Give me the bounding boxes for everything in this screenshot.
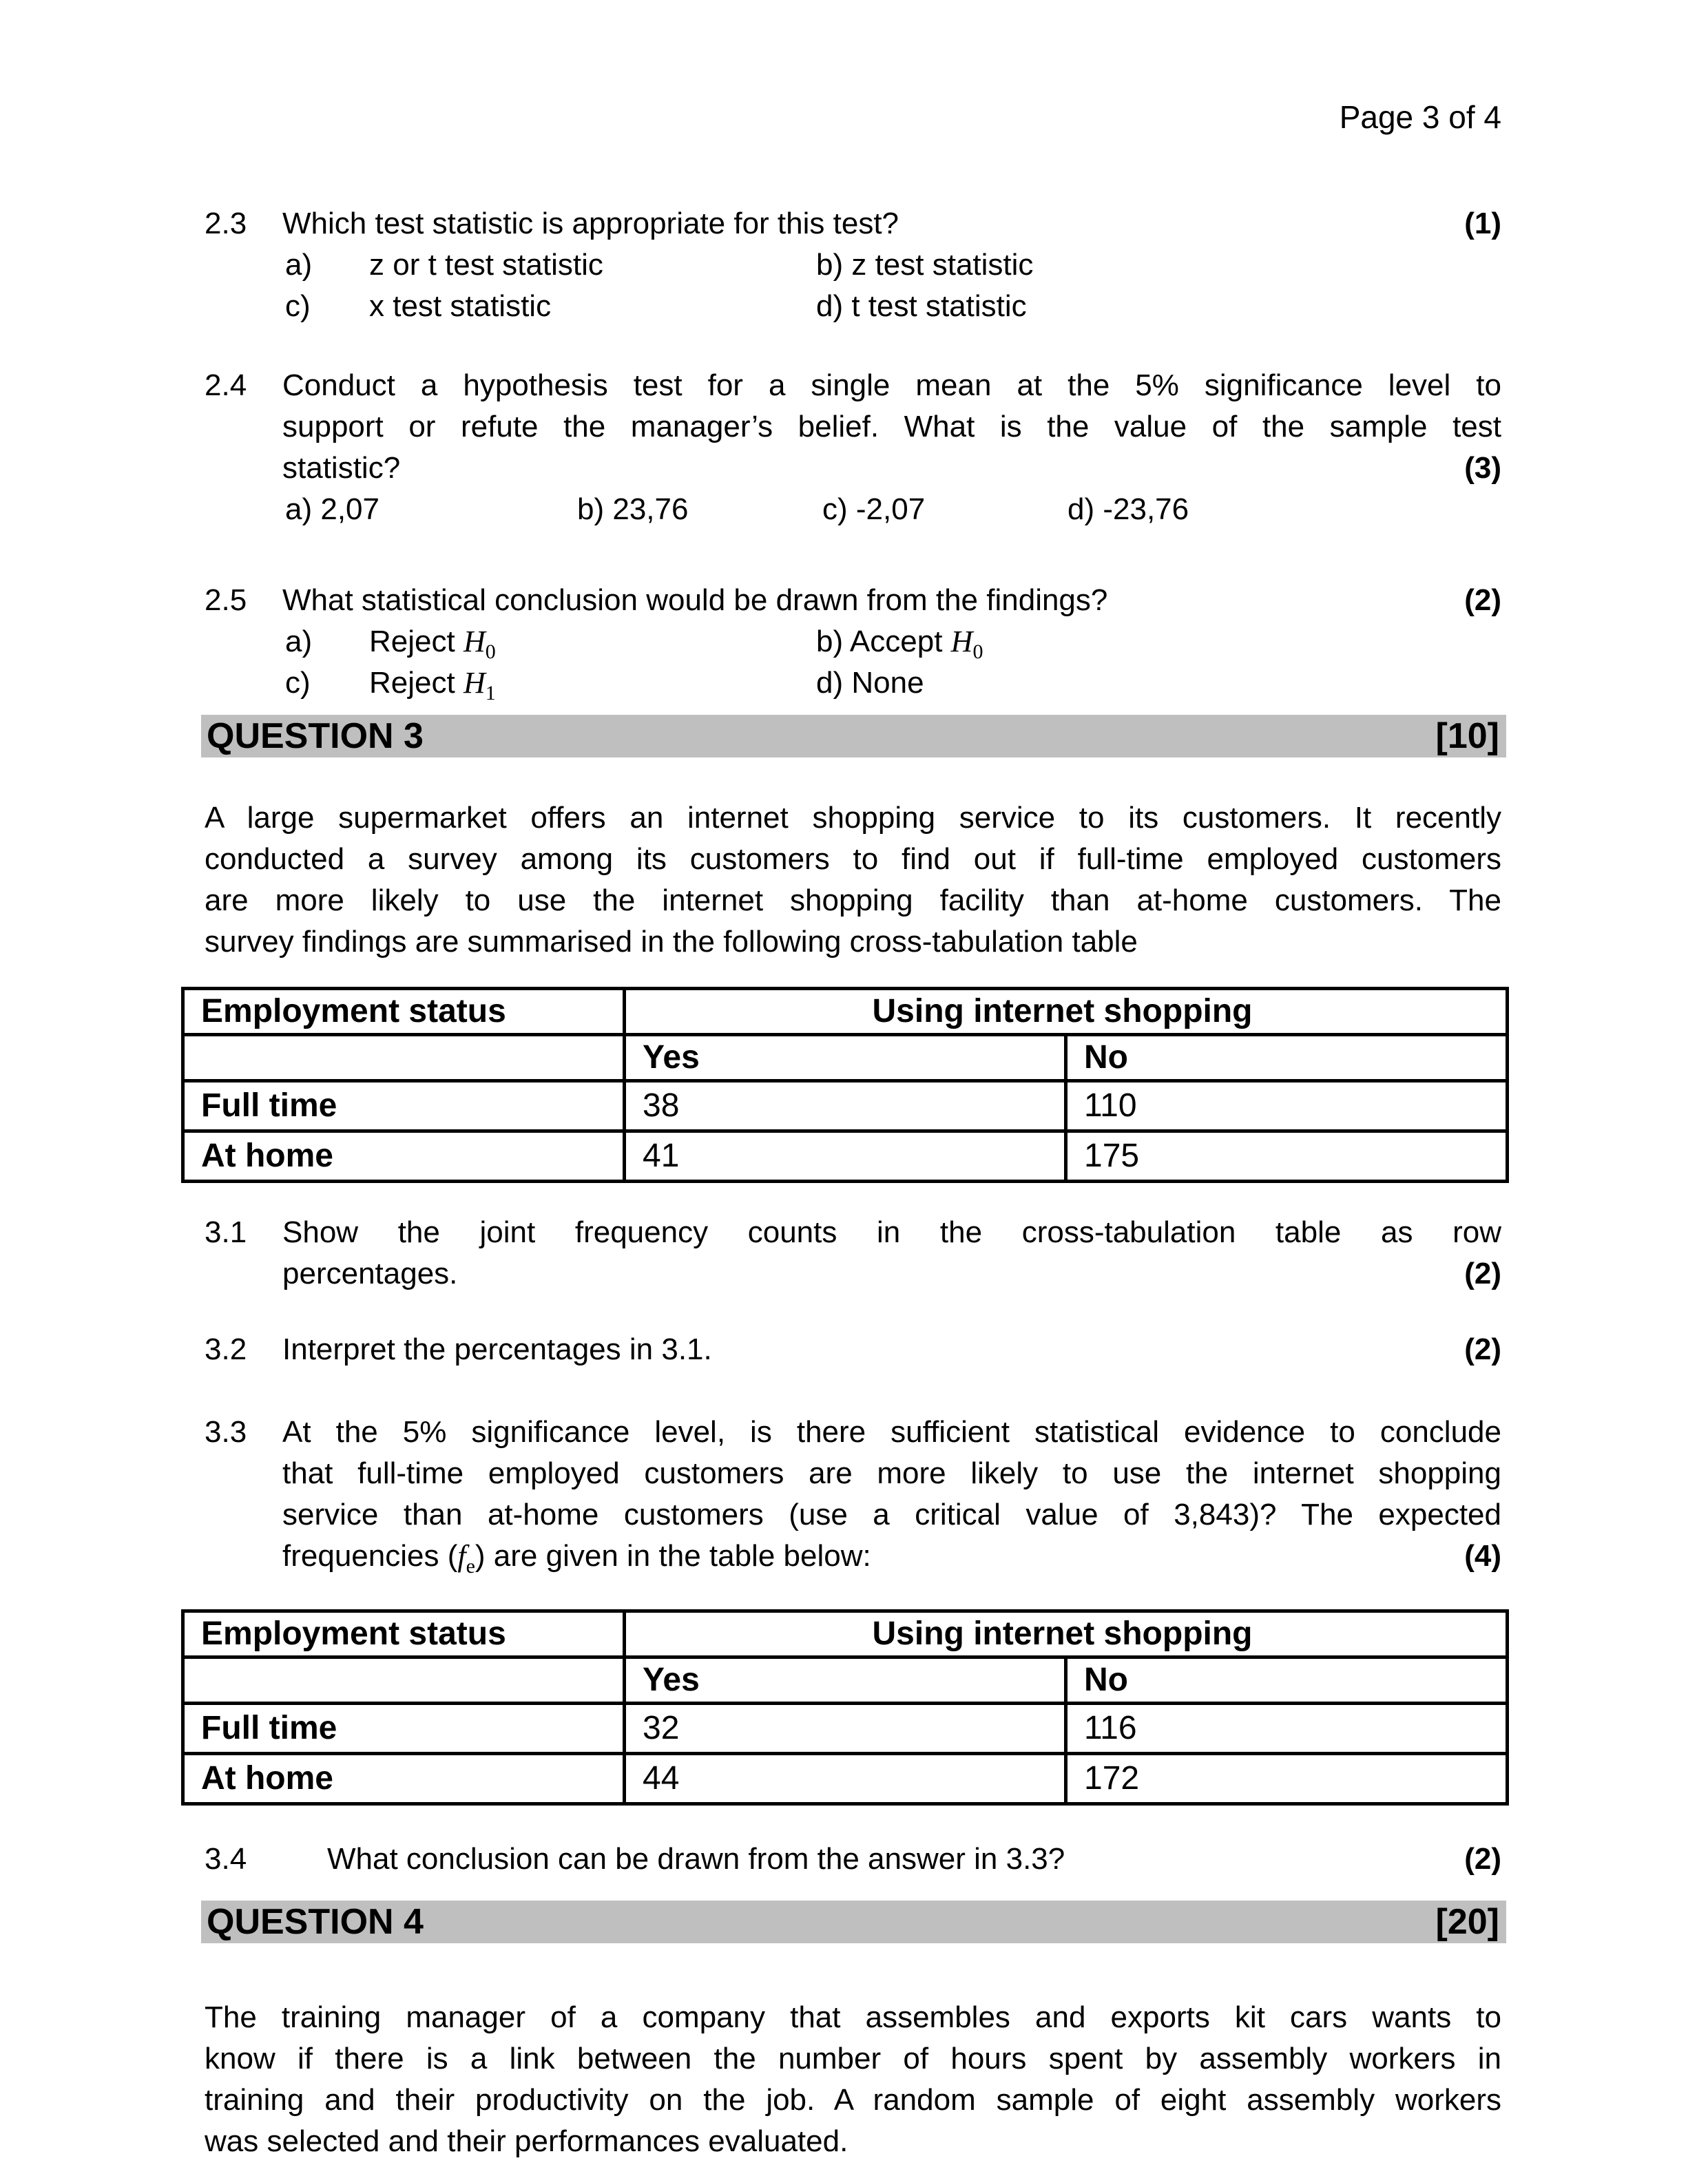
justified-lines [205, 1997, 1501, 2121]
question-text: ) are given in the table below: [475, 1539, 871, 1573]
option-a-text: Reject $H_0$ [369, 625, 496, 663]
cell-no: 110 [1066, 1081, 1508, 1131]
crosstab-expected-table [181, 1609, 1509, 1806]
question-3-title: QUESTION 3 [207, 716, 424, 756]
col-header-yes: Yes [625, 1657, 1066, 1704]
cell-yes: 38 [625, 1081, 1066, 1131]
justified-lines [282, 365, 1501, 448]
question-3-intro [205, 797, 1501, 963]
hypothesis-subscript: 1 [485, 681, 496, 704]
marks-badge: (2) [1464, 583, 1501, 617]
justified-line: Show the joint frequency counts in the cross-tabulation table as row [282, 1215, 1501, 1249]
question-text: percentages. [282, 1257, 458, 1290]
option-c-text: x test statistic [369, 289, 552, 323]
option-c: c) -2,07 [822, 492, 926, 526]
justified-lines [282, 1412, 1501, 1536]
justified-line: training and their productivity on the job. A random sample of eight assembly workers [205, 2083, 1501, 2117]
marks-badge: (2) [1464, 1257, 1501, 1290]
option-b: b) 23,76 [577, 492, 689, 526]
option-a: a) 2,07 [285, 492, 379, 526]
table-row [183, 1131, 1508, 1182]
section-q3-4 [205, 1839, 1501, 1880]
question-4-title: QUESTION 4 [207, 1902, 424, 1942]
section-q3-2 [205, 1329, 1501, 1370]
crosstab-observed-table [181, 987, 1509, 1183]
empty-cell [183, 1035, 625, 1081]
question-body [282, 1212, 1501, 1295]
option-b: b) z test statistic [816, 248, 1034, 282]
options-row [205, 489, 1501, 530]
table-row [183, 1704, 1508, 1754]
question-last-line [282, 1253, 1501, 1295]
justified-line: Conduct a hypothesis test for a single mean at the 5% significance level to [282, 368, 1501, 402]
question-text-line [282, 1329, 1501, 1370]
row-label: Full time [183, 1704, 625, 1754]
table-row [183, 1754, 1508, 1804]
marks-badge: (4) [1464, 1539, 1501, 1573]
question-number: 2.5 [205, 583, 247, 617]
marks-badge: (2) [1464, 1842, 1501, 1876]
justified-lines [205, 797, 1501, 921]
hypothesis-symbol: H [950, 625, 973, 658]
hypothesis-symbol: H [463, 625, 486, 658]
justified-line: are more likely to use the internet shopping facility than at-home customers. The [205, 883, 1501, 917]
question-4-total-marks: [20] [1435, 1902, 1499, 1942]
question-body [282, 203, 1501, 244]
option-c-text: Reject $H_1$ [369, 666, 496, 704]
cell-yes: 41 [625, 1131, 1066, 1182]
hypothesis-subscript: 0 [485, 640, 496, 663]
section-q2-5 [205, 580, 1501, 704]
options-row-2 [205, 662, 1501, 704]
marks-badge: (3) [1464, 451, 1501, 485]
option-d: d) None [816, 666, 924, 700]
section-q3-3 [205, 1412, 1501, 1577]
question-text: Interpret the percentages in 3.1. [282, 1332, 712, 1366]
question-body [282, 1329, 1501, 1370]
empty-cell [183, 1657, 625, 1704]
col-header-yes: Yes [625, 1035, 1066, 1081]
table-subheader-row [183, 1035, 1508, 1081]
option-a-text: z or t test statistic [369, 248, 603, 282]
frequency-symbol: f [457, 1539, 466, 1573]
question-text: Which test statistic is appropriate for this test? [282, 207, 899, 240]
option-c-letter: c) [285, 666, 311, 700]
cell-yes: 32 [625, 1704, 1066, 1754]
question-body [282, 580, 1501, 621]
option-a-letter: a) [285, 625, 313, 658]
page-number: Page 3 of 4 [1339, 99, 1501, 135]
question-number: 2.3 [205, 207, 247, 240]
options-row-1 [205, 244, 1501, 286]
row-label: At home [183, 1131, 625, 1182]
cell-no: 175 [1066, 1131, 1508, 1182]
question-4-header-bar [201, 1901, 1506, 1943]
question-body [327, 1839, 1501, 1880]
section-q2-3 [205, 203, 1501, 327]
question-last-line [282, 1536, 1501, 1577]
col-header-using-internet-shopping: Using internet shopping [625, 989, 1508, 1035]
question-3-total-marks: [10] [1435, 716, 1499, 756]
col-header-employment-status: Employment status [183, 1611, 625, 1657]
justified-line: know if there is a link between the number of hours spent by assembly workers in [205, 2042, 1501, 2075]
justified-line: At the 5% significance level, is there sufficient statistical evidence to conclude [282, 1415, 1501, 1449]
cell-no: 172 [1066, 1754, 1508, 1804]
question-text-line [327, 1839, 1501, 1880]
intro-last-line: survey findings are summarised in the following cross-tabulation table [205, 925, 1138, 959]
justified-line: conducted a survey among its customers to find out if full-time employed customers [205, 842, 1501, 876]
option-c-letter: c) [285, 289, 311, 323]
col-header-employment-status: Employment status [183, 989, 625, 1035]
option-d: d) t test statistic [816, 289, 1027, 323]
question-text: What conclusion can be drawn from the answer in 3.3? [327, 1842, 1065, 1876]
frequency-subscript: e [466, 1554, 475, 1578]
marks-badge: (1) [1464, 207, 1501, 240]
options-row-2 [205, 286, 1501, 327]
question-number: 3.2 [205, 1332, 247, 1366]
question-number: 3.3 [205, 1415, 247, 1449]
option-d: d) -23,76 [1068, 492, 1189, 526]
options-row-1 [205, 621, 1501, 662]
page-content [0, 100, 1708, 2162]
cell-yes: 44 [625, 1754, 1066, 1804]
justified-lines [282, 1212, 1501, 1253]
justified-line: service than at-home customers (use a critical value of 3,843)? The expected [282, 1498, 1501, 1531]
hypothesis-symbol: H [463, 666, 486, 700]
option-a-letter: a) [285, 248, 313, 282]
justified-line: A large supermarket offers an internet shopping service to its customers. It recently [205, 801, 1501, 835]
table-subheader-row [183, 1657, 1508, 1704]
section-q2-4 [205, 365, 1501, 530]
option-b: b) Accept $H_0$ [816, 625, 983, 663]
justified-line: that full-time employed customers are more likely to use the internet shopping [282, 1456, 1501, 1490]
section-q3-1 [205, 1212, 1501, 1295]
question-4-intro [205, 1997, 1501, 2162]
intro-last-line: was selected and their performances evaluated. [205, 2124, 848, 2158]
question-body [282, 1412, 1501, 1577]
justified-line: The training manager of a company that assembles and exports kit cars wants to [205, 2000, 1501, 2034]
marks-badge: (2) [1464, 1332, 1501, 1366]
row-label: Full time [183, 1081, 625, 1131]
hypothesis-subscript: 0 [972, 640, 983, 663]
table-header-row [183, 989, 1508, 1035]
question-number: 3.1 [205, 1215, 247, 1249]
question-last-line [282, 448, 1501, 489]
question-text: frequencies ( [282, 1539, 458, 1573]
justified-line: support or refute the manager’s belief. What is the value of the sample test [282, 410, 1501, 443]
question-3-header-bar [201, 715, 1506, 757]
cell-no: 116 [1066, 1704, 1508, 1754]
table-row [183, 1081, 1508, 1131]
row-label: At home [183, 1754, 625, 1804]
question-text: What statistical conclusion would be drawn from the findings? [282, 583, 1108, 617]
question-text-line [282, 203, 1501, 244]
col-header-no: No [1066, 1035, 1508, 1081]
col-header-using-internet-shopping: Using internet shopping [625, 1611, 1508, 1657]
col-header-no: No [1066, 1657, 1508, 1704]
question-body [282, 365, 1501, 489]
question-text-line [282, 580, 1501, 621]
question-number: 3.4 [205, 1842, 247, 1876]
question-number: 2.4 [205, 368, 247, 402]
table-header-row [183, 1611, 1508, 1657]
question-text: statistic? [282, 451, 401, 485]
